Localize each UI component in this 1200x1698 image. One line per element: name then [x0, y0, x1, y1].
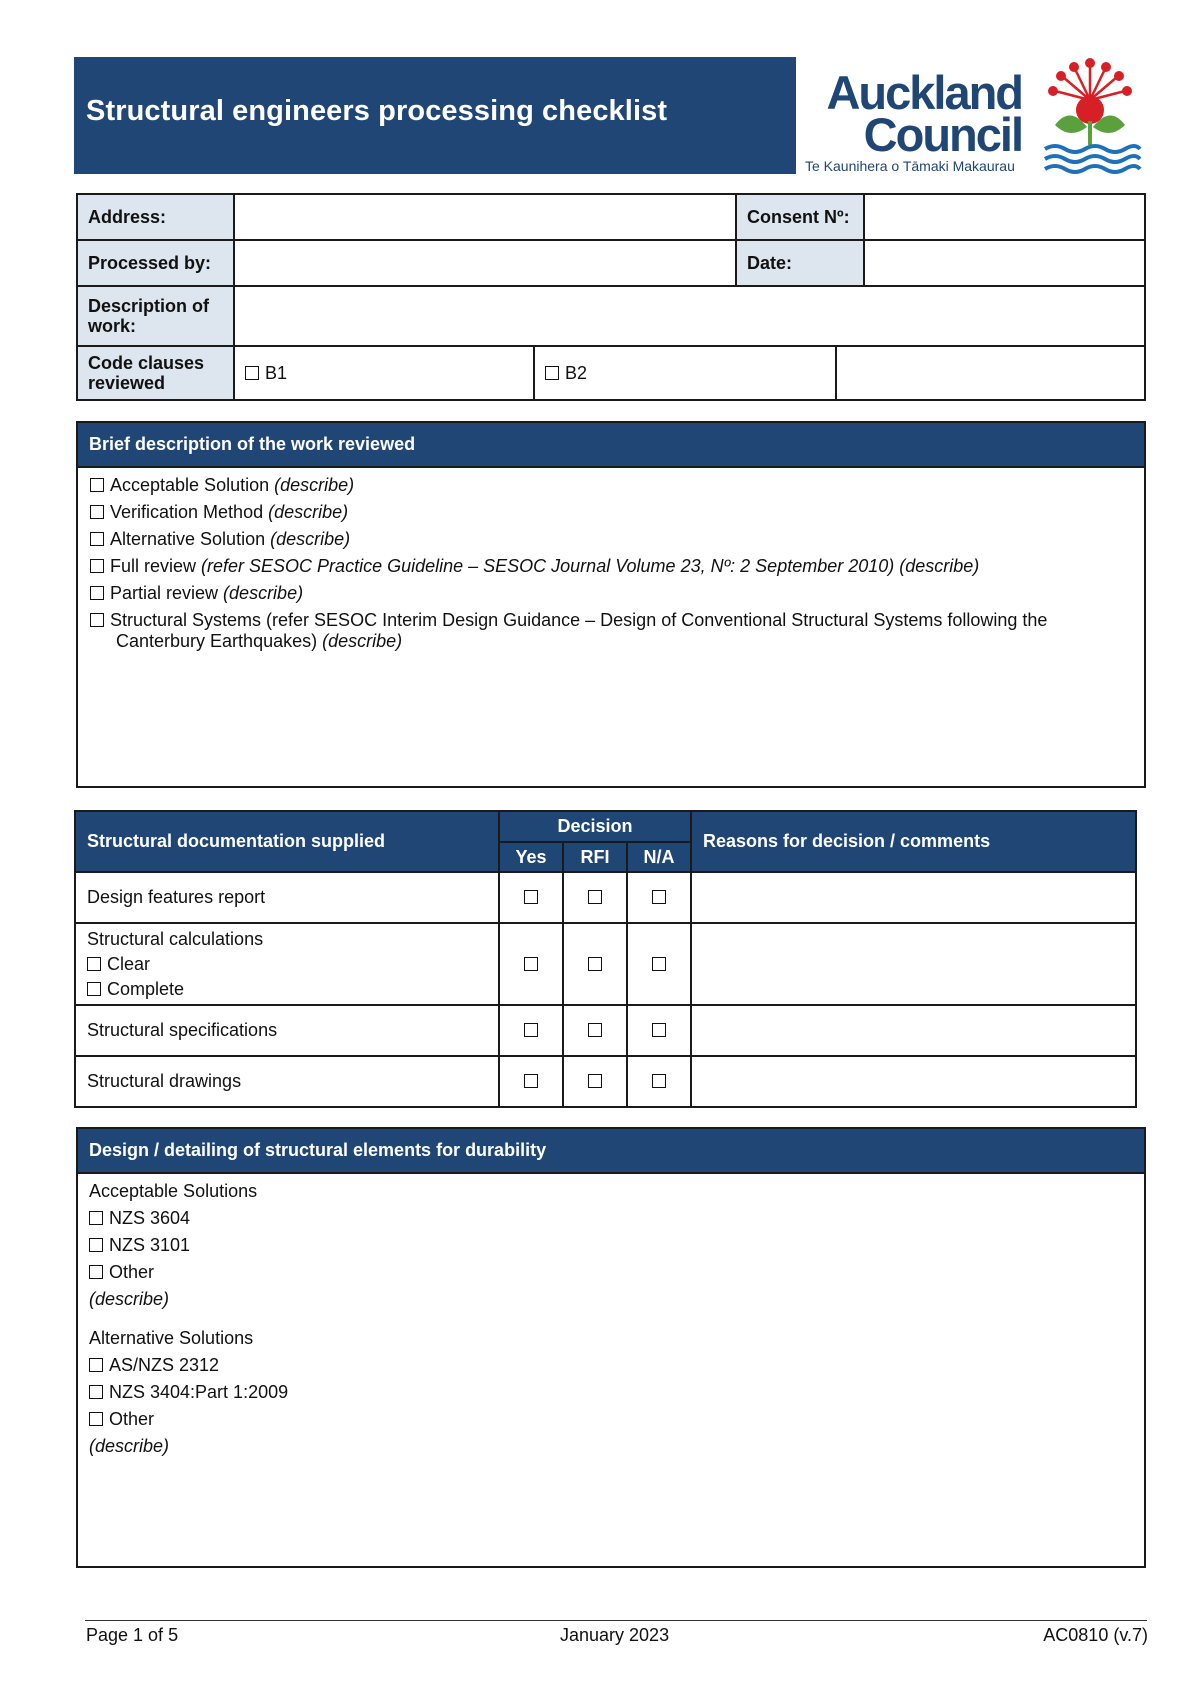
footer-code: AC0810 (v.7) [1043, 1625, 1148, 1645]
table-row [75, 872, 1136, 923]
footer-date: January 2023 [560, 1625, 670, 1645]
processed-field[interactable] [234, 240, 736, 286]
nzs3604-label: NZS 3604 [109, 1208, 191, 1228]
brief-option-1: Acceptable Solution (describe) [90, 472, 1132, 499]
description-label: Description of work: [77, 286, 234, 346]
yes-checkbox[interactable] [524, 890, 538, 904]
row-label: Structural calculations [87, 928, 264, 949]
full-review-checkbox[interactable] [90, 559, 104, 573]
brief-heading: Brief description of the work reviewed [78, 423, 1144, 468]
table-row [75, 923, 1136, 1005]
table-row [75, 1056, 1136, 1107]
clear-checkbox[interactable] [87, 957, 101, 971]
partial-review-checkbox[interactable] [90, 586, 104, 600]
yes-checkbox[interactable] [524, 957, 538, 971]
alternative-describe: (describe) [89, 1436, 170, 1456]
date-field[interactable] [864, 240, 1145, 286]
code-other-field[interactable] [836, 346, 1145, 400]
reasons-field[interactable] [691, 1056, 1136, 1107]
b2-checkbox[interactable] [545, 366, 559, 380]
address-field[interactable] [234, 194, 736, 240]
processed-label: Processed by: [77, 240, 234, 286]
reasons-field[interactable] [691, 1005, 1136, 1056]
brief-option-3: Alternative Solution (describe) [90, 526, 1132, 553]
nzs3604-checkbox[interactable] [89, 1211, 103, 1225]
rfi-checkbox[interactable] [588, 1023, 602, 1037]
complete-checkbox[interactable] [87, 982, 101, 996]
code-b1-cell[interactable] [234, 346, 534, 400]
complete-label: Complete [107, 978, 185, 999]
reasons-field[interactable] [691, 923, 1136, 1005]
consent-field[interactable] [864, 194, 1145, 240]
auckland-council-logo [800, 55, 1145, 175]
na-checkbox[interactable] [652, 890, 666, 904]
yes-heading: Yes [499, 842, 563, 872]
logo-tagline: Te Kaunihera o Tāmaki Makaurau [805, 158, 1015, 174]
nzs3404-label: NZS 3404:Part 1:2009 [109, 1382, 289, 1402]
alternative-solutions-title: Alternative Solutions [89, 1328, 254, 1348]
date-label: Date: [736, 240, 864, 286]
footer-divider [85, 1620, 1147, 1621]
alternative-other-checkbox[interactable] [89, 1412, 103, 1426]
acceptable-describe: (describe) [89, 1289, 170, 1309]
decision-heading: Decision [499, 811, 691, 842]
acceptable-other-checkbox[interactable] [89, 1265, 103, 1279]
alternative-solution-checkbox[interactable] [90, 532, 104, 546]
acceptable-other-label: Other [109, 1262, 155, 1282]
acceptable-solutions-title: Acceptable Solutions [89, 1181, 258, 1201]
brief-option-4: Full review (refer SESOC Practice Guideline – SESOC Journal Volume 23, Nº: 2 September 2010) (describe) [90, 553, 1132, 580]
brief-options [78, 468, 1144, 652]
code-b2-cell[interactable] [534, 346, 836, 400]
b2-label: B2 [565, 362, 588, 383]
asnzs2312-checkbox[interactable] [89, 1358, 103, 1372]
yes-checkbox[interactable] [524, 1023, 538, 1037]
verification-method-checkbox[interactable] [90, 505, 104, 519]
address-label: Address: [77, 194, 234, 240]
brief-option-5: Partial review (describe) [90, 580, 1132, 607]
brief-option-6: Structural Systems (refer SESOC Interim Design Guidance – Design of Conventional Structural Systems following the [90, 610, 1132, 631]
brief-option-2: Verification Method (describe) [90, 499, 1132, 526]
asnzs2312-label: AS/NZS 2312 [109, 1355, 220, 1375]
row-label: Structural specifications [75, 1005, 499, 1056]
description-table [76, 285, 1146, 347]
row-label: Structural drawings [75, 1056, 499, 1107]
b1-label: B1 [265, 362, 288, 383]
brief-option-6-cont: Canterbury Earthquakes) (describe) [116, 631, 403, 651]
description-field[interactable] [234, 286, 1145, 346]
durability-options [78, 1174, 1144, 1460]
na-heading: N/A [627, 842, 691, 872]
clear-label: Clear [107, 953, 151, 974]
yes-checkbox[interactable] [524, 1074, 538, 1088]
footer-page: Page 1 of 5 [86, 1625, 179, 1645]
logo-line1: Auckland [826, 66, 1022, 119]
b1-checkbox[interactable] [245, 366, 259, 380]
details-table [76, 193, 1146, 287]
title-banner [74, 57, 796, 174]
rfi-checkbox[interactable] [588, 890, 602, 904]
structural-systems-checkbox[interactable] [90, 613, 104, 627]
nzs3101-label: NZS 3101 [109, 1235, 191, 1255]
rfi-checkbox[interactable] [588, 957, 602, 971]
pohutukawa-flower-icon [1035, 55, 1145, 175]
reasons-field[interactable] [691, 872, 1136, 923]
rfi-heading: RFI [563, 842, 627, 872]
reasons-heading: Reasons for decision / comments [691, 811, 1136, 872]
structural-documentation-table [74, 810, 1137, 1108]
docs-heading: Structural documentation supplied [75, 811, 499, 872]
rfi-checkbox[interactable] [588, 1074, 602, 1088]
code-clauses-label: Code clauses reviewed [77, 346, 234, 400]
table-row [75, 1005, 1136, 1056]
acceptable-solution-checkbox[interactable] [90, 478, 104, 492]
nzs3404-checkbox[interactable] [89, 1385, 103, 1399]
code-clauses-table [76, 345, 1146, 401]
row-label: Design features report [75, 872, 499, 923]
consent-label: Consent Nº: [736, 194, 864, 240]
page-title: Structural engineers processing checklist [86, 95, 668, 127]
durability-heading: Design / detailing of structural elements for durability [78, 1129, 1144, 1174]
logo-line2: Council [863, 108, 1022, 161]
nzs3101-checkbox[interactable] [89, 1238, 103, 1252]
alternative-other-label: Other [109, 1409, 155, 1429]
na-checkbox[interactable] [652, 957, 666, 971]
na-checkbox[interactable] [652, 1074, 666, 1088]
na-checkbox[interactable] [652, 1023, 666, 1037]
durability-section [76, 1127, 1146, 1568]
brief-description-section [76, 421, 1146, 788]
